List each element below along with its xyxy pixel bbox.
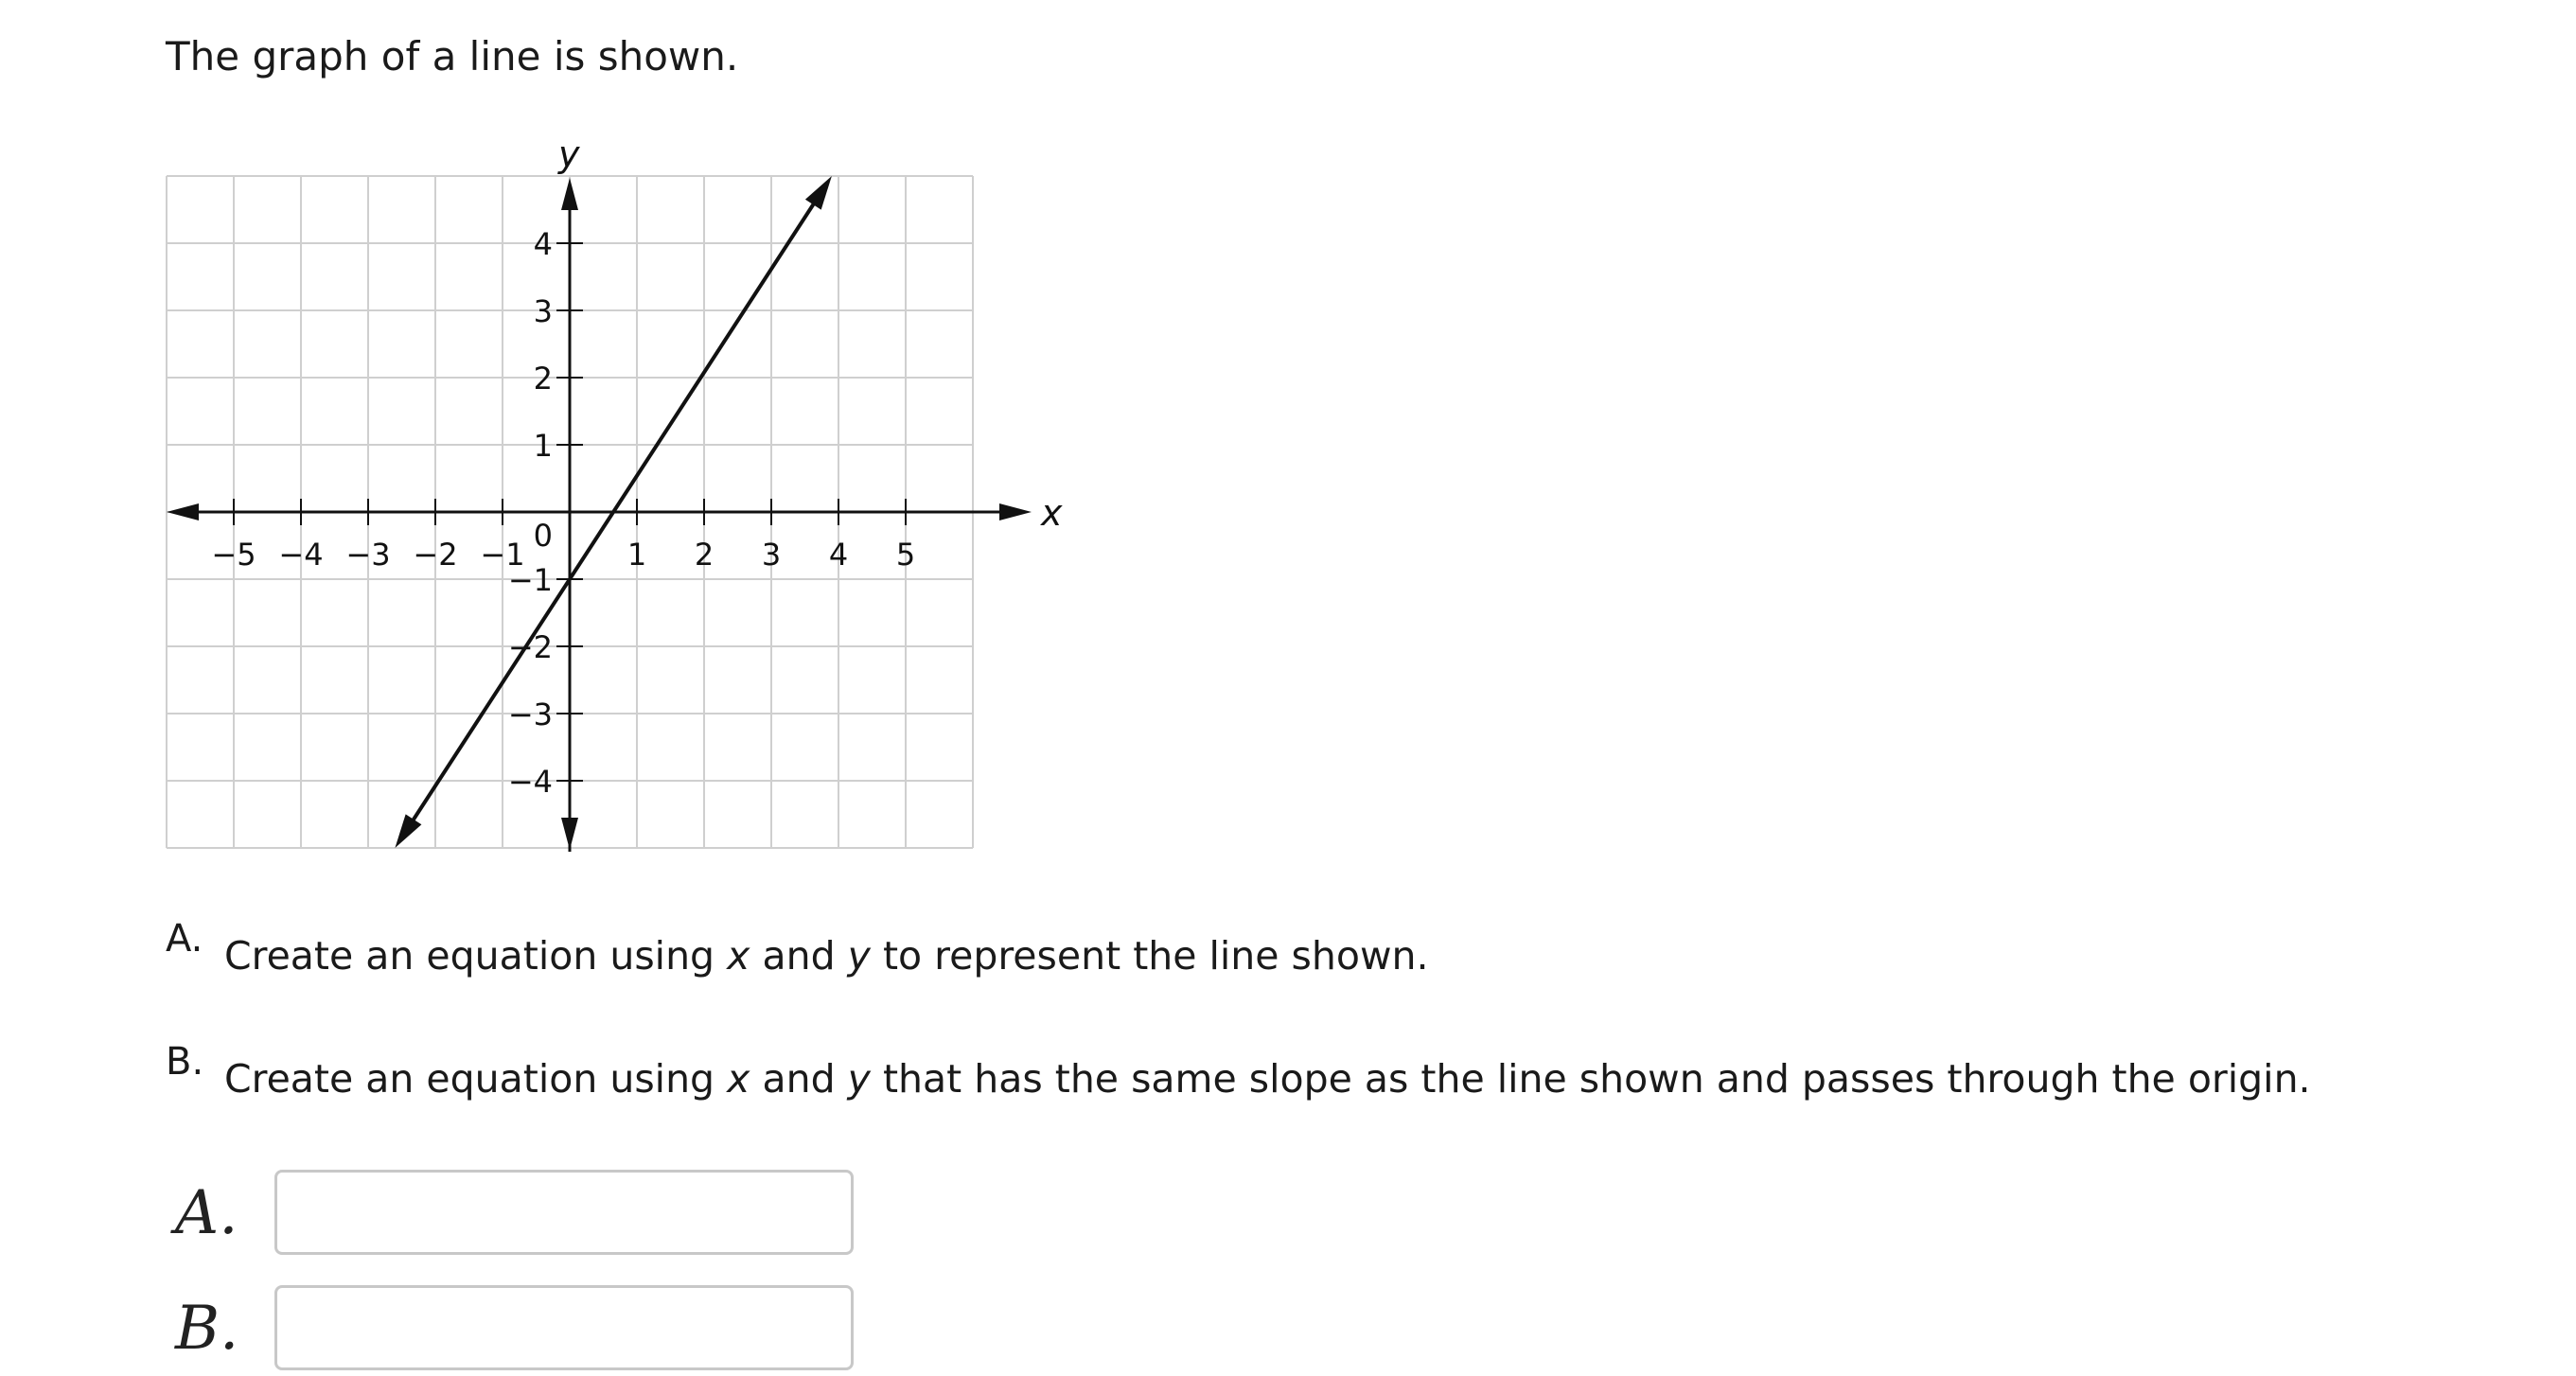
variable-y: y — [847, 933, 871, 979]
y-axis-label: y — [558, 133, 580, 175]
question-b-letter: B. — [166, 1040, 204, 1084]
x-tick-label: 2 — [694, 537, 715, 573]
answer-b-row — [175, 1285, 894, 1376]
x-tick-label: 5 — [895, 537, 916, 573]
coordinate-plane — [95, 132, 1063, 871]
line-arrow-start — [395, 814, 421, 848]
variable-y: y — [847, 1056, 871, 1102]
y-tick-label: −1 — [507, 562, 553, 598]
y-tick-label: 1 — [533, 428, 553, 464]
x-tick-label: −4 — [278, 537, 324, 573]
y-axis-bottom-arrow — [561, 818, 578, 850]
x-tick-label: 1 — [626, 537, 647, 573]
variable-x: x — [727, 933, 750, 979]
answer-a-label: A. — [175, 1178, 238, 1248]
y-tick-label: 3 — [533, 293, 553, 329]
x-tick-label: 3 — [761, 537, 782, 573]
x-tick-label: −2 — [413, 537, 458, 573]
y-tick-label: 2 — [533, 361, 553, 397]
answer-b-input[interactable] — [274, 1285, 854, 1370]
y-tick-label: 4 — [533, 226, 553, 262]
x-tick-label: −1 — [480, 537, 525, 573]
line-graph — [95, 132, 1063, 871]
question-b-text: Create an equation using x and y that has the same slope as the line shown and passes through the origin. — [224, 1056, 2311, 1102]
y-axis-top-arrow — [561, 178, 578, 210]
x-axis-right-arrow — [999, 503, 1032, 520]
x-axis-left-arrow — [167, 503, 199, 520]
answer-b-label: B. — [175, 1294, 239, 1364]
question-prompt: The graph of a line is shown. — [166, 33, 739, 79]
question-a-text: Create an equation using x and y to represent the line shown. — [224, 933, 1429, 979]
x-axis-label: x — [1041, 492, 1063, 534]
y-tick-label: −2 — [507, 629, 553, 665]
y-tick-label: −3 — [507, 697, 553, 732]
x-tick-label: −3 — [345, 537, 391, 573]
x-tick-label: −5 — [211, 537, 256, 573]
question-a-letter: A. — [166, 917, 203, 961]
x-tick-label: 4 — [828, 537, 849, 573]
variable-x: x — [727, 1056, 750, 1102]
y-tick-label: −4 — [507, 764, 553, 800]
answer-a-row — [175, 1170, 894, 1261]
answer-a-input[interactable] — [274, 1170, 854, 1255]
origin-label: 0 — [533, 518, 553, 554]
line-arrow-end — [805, 176, 832, 210]
